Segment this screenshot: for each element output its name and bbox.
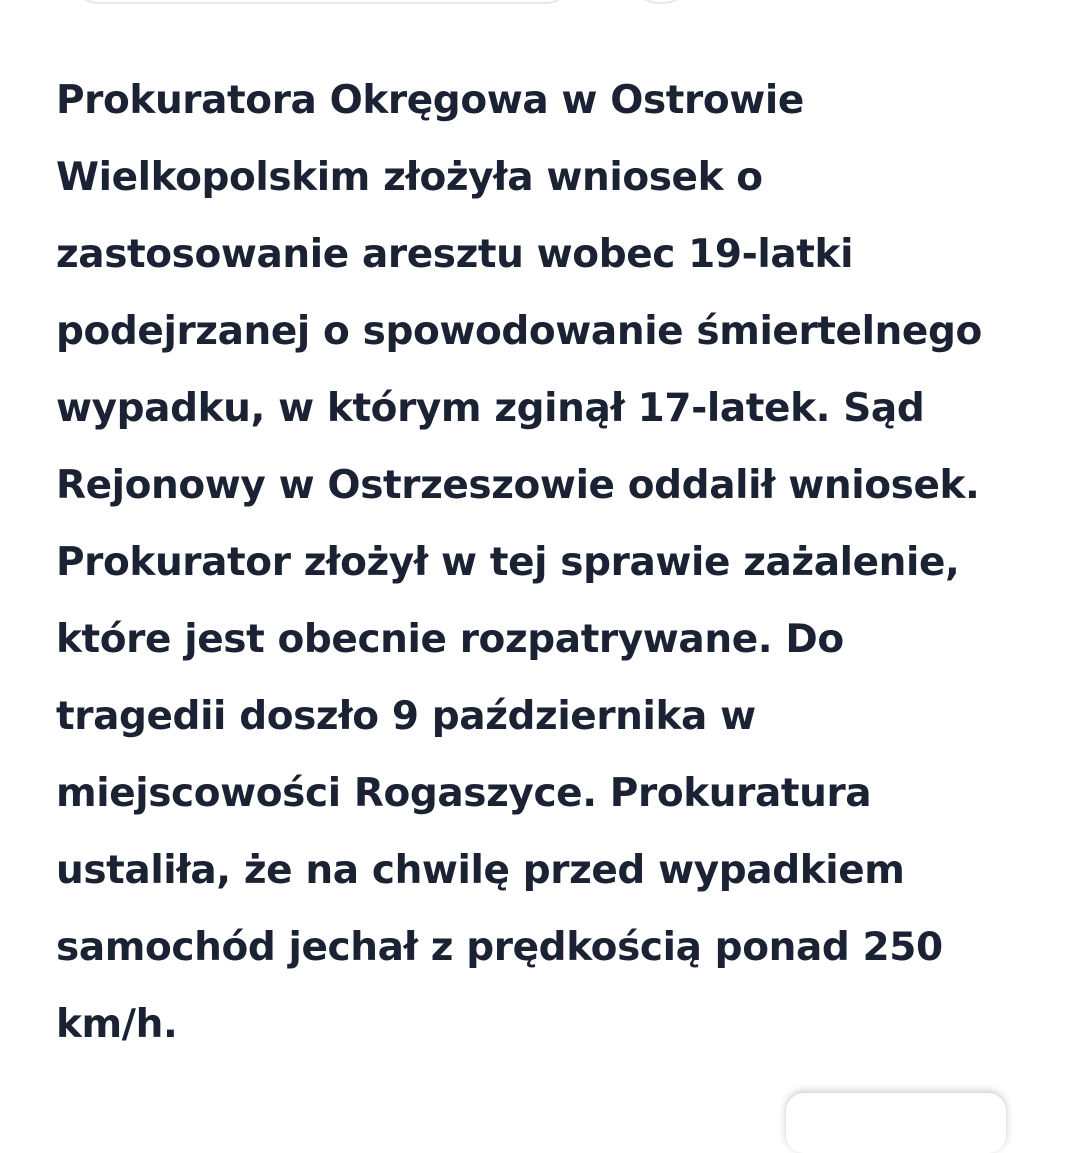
article-line: wypadku, w którym zginął 17-latek. Sąd [56,386,925,431]
article-line: podejrzanej o spowodowanie śmiertelnego [56,309,982,354]
article-line: km/h. [56,1002,178,1047]
article-paragraph [56,62,1046,1063]
article-line: Wielkopolskim złożyła wniosek o [56,155,763,200]
top-partial-button-left[interactable] [72,0,572,4]
article-line: ustaliła, że na chwilę przed wypadkiem [56,848,905,893]
article-line: miejscowości Rogaszyce. Prokuratura [56,771,872,816]
article-line: Rejonowy w Ostrzeszowie oddalił wniosek. [56,463,980,508]
article-line: Prokurator złożył w tej sprawie zażalenie, [56,540,960,585]
bottom-floating-button[interactable] [786,1093,1006,1153]
article-line: Prokuratora Okręgowa w Ostrowie [56,78,804,123]
top-partial-button-right[interactable] [622,0,700,4]
article-line: zastosowanie aresztu wobec 19-latki [56,232,854,277]
article-line: samochód jechał z prędkością ponad 250 [56,925,943,970]
article-line: tragedii doszło 9 października w [56,694,756,739]
article-line: które jest obecnie rozpatrywane. Do [56,617,844,662]
